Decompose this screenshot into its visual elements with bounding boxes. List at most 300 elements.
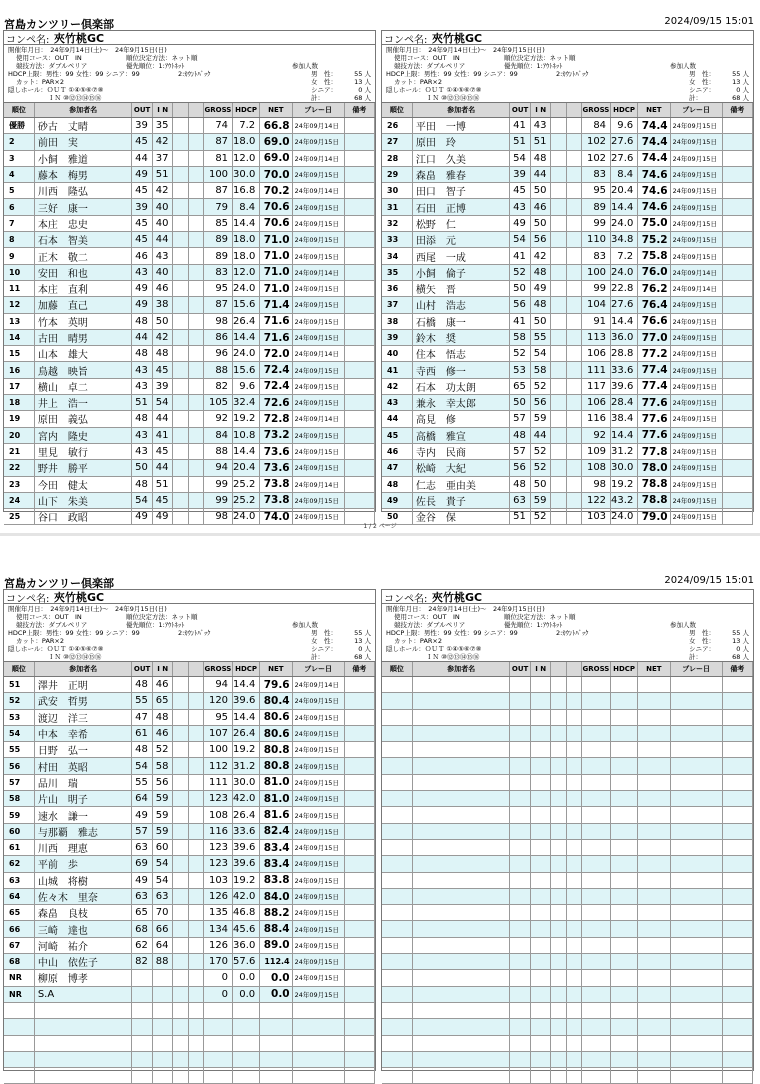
hdcp-cell: 43.2 xyxy=(611,492,638,508)
play-date-cell: 24年09月14日 xyxy=(292,677,344,693)
out-score-cell xyxy=(510,1002,531,1018)
out-score-cell xyxy=(510,856,531,872)
table-row xyxy=(4,329,375,345)
column-header xyxy=(188,662,203,677)
out-score-cell: 39 xyxy=(510,166,531,182)
table-row xyxy=(4,313,375,329)
hdcp-cell: 14.4 xyxy=(611,427,638,443)
player-name-cell: 住本 悟志 xyxy=(412,346,510,362)
hdcp-cell: 46.8 xyxy=(233,905,260,921)
count-value: 55 人 xyxy=(732,629,749,637)
rank-cell xyxy=(382,791,412,807)
print-page-2 xyxy=(0,573,760,1073)
play-date-cell: 24年09月15日 xyxy=(670,248,722,264)
column-header: I N xyxy=(530,662,551,677)
net-cell: 66.8 xyxy=(260,118,293,134)
out-score-cell: 56 xyxy=(510,297,531,313)
remarks-cell xyxy=(344,183,374,199)
results-table xyxy=(382,103,753,525)
in-score-cell: 59 xyxy=(152,791,173,807)
table-row xyxy=(382,725,753,741)
net-cell xyxy=(638,986,671,1002)
rank-cell: 64 xyxy=(4,888,34,904)
remarks-cell xyxy=(722,443,752,459)
player-name-cell: 小飼 雅道 xyxy=(34,150,132,166)
gross-cell xyxy=(581,937,610,953)
hdcp-cell: 28.8 xyxy=(611,346,638,362)
remarks-cell xyxy=(344,378,374,394)
rank-cell: 優勝 xyxy=(4,118,34,134)
rank-cell: 24 xyxy=(4,492,34,508)
gross-cell xyxy=(581,823,610,839)
rank-cell: 45 xyxy=(382,427,412,443)
blank-cell xyxy=(188,346,203,362)
blank-cell xyxy=(188,280,203,296)
remarks-cell xyxy=(344,758,374,774)
player-name-cell: 高見 修 xyxy=(412,411,510,427)
blank-cell xyxy=(566,1019,581,1035)
blank-cell xyxy=(566,411,581,427)
net-cell: 83.8 xyxy=(260,872,293,888)
in-score-cell: 52 xyxy=(530,509,551,525)
gross-cell: 74 xyxy=(203,118,232,134)
in-score-cell xyxy=(152,1068,173,1084)
column-header: 備考 xyxy=(344,103,374,118)
rank-cell: 5 xyxy=(4,183,34,199)
net-cell: 72.6 xyxy=(260,395,293,411)
net-cell xyxy=(638,839,671,855)
in-score-cell: 48 xyxy=(530,150,551,166)
rank-cell: 31 xyxy=(382,199,412,215)
hdcp-cell xyxy=(611,970,638,986)
player-name-cell: 田添 元 xyxy=(412,232,510,248)
blank-cell xyxy=(566,362,581,378)
hdcp-cell: 10.8 xyxy=(233,427,260,443)
table-row xyxy=(382,215,753,231)
gross-cell: 84 xyxy=(581,118,610,134)
rank-cell xyxy=(4,1035,34,1051)
rank-cell: 14 xyxy=(4,329,34,345)
rank-cell: 4 xyxy=(4,166,34,182)
in-score-cell: 54 xyxy=(152,872,173,888)
play-date-cell: 24年09月15日 xyxy=(670,313,722,329)
rank-cell: 34 xyxy=(382,248,412,264)
player-name-cell: 松野 仁 xyxy=(412,215,510,231)
blank-cell xyxy=(551,395,566,411)
leaderboard-panel xyxy=(3,30,376,525)
player-name-cell xyxy=(412,774,510,790)
rank-cell xyxy=(382,709,412,725)
player-name-cell: 寺内 民商 xyxy=(412,443,510,459)
out-score-cell: 69 xyxy=(132,856,153,872)
in-score-cell xyxy=(530,823,551,839)
player-name-cell xyxy=(412,905,510,921)
column-header: 参加者名 xyxy=(412,662,510,677)
blank-cell xyxy=(566,378,581,394)
blank-cell xyxy=(551,1019,566,1035)
rank-cell: 59 xyxy=(4,807,34,823)
play-date-cell: 24年09月15日 xyxy=(670,346,722,362)
blank-cell xyxy=(551,297,566,313)
blank-cell xyxy=(188,313,203,329)
rank-cell xyxy=(382,677,412,693)
hdcp-cell: 15.6 xyxy=(233,362,260,378)
player-name-cell: 田口 智子 xyxy=(412,183,510,199)
blank-cell xyxy=(173,693,188,709)
play-date-cell xyxy=(670,872,722,888)
blank-cell xyxy=(551,248,566,264)
table-row xyxy=(382,807,753,823)
in-score-cell: 51 xyxy=(530,134,551,150)
net-cell: 71.0 xyxy=(260,280,293,296)
gross-cell: 92 xyxy=(581,427,610,443)
play-date-cell xyxy=(670,823,722,839)
out-score-cell: 45 xyxy=(132,232,153,248)
out-score-cell: 55 xyxy=(132,774,153,790)
net-cell: 83.4 xyxy=(260,856,293,872)
player-name-cell: 寺西 修一 xyxy=(412,362,510,378)
player-name-cell: 森畠 良枝 xyxy=(34,905,132,921)
remarks-cell xyxy=(344,346,374,362)
hdcp-cell: 57.6 xyxy=(233,954,260,970)
column-header: HDCP xyxy=(611,662,638,677)
column-header: GROSS xyxy=(581,103,610,118)
cut-rule: カット：PAR×2 xyxy=(16,637,64,645)
hdcp-cell: 39.6 xyxy=(233,839,260,855)
gross-cell: 99 xyxy=(203,476,232,492)
in-score-cell xyxy=(530,1002,551,1018)
blank-cell xyxy=(566,248,581,264)
net-cell: 70.6 xyxy=(260,215,293,231)
gross-cell: 105 xyxy=(203,395,232,411)
event-dates: 開催年月日： 24年9月14日(土)～ 24年9月15日(日) xyxy=(386,605,545,613)
blank-cell xyxy=(551,677,566,693)
net-cell: 81.6 xyxy=(260,807,293,823)
blank-cell xyxy=(566,970,581,986)
play-date-cell: 24年09月15日 xyxy=(670,166,722,182)
table-row xyxy=(382,856,753,872)
player-name-cell xyxy=(412,888,510,904)
rank-method: 順位決定方法：ネット順 xyxy=(126,613,198,621)
out-score-cell: 45 xyxy=(510,183,531,199)
in-score-cell: 59 xyxy=(530,411,551,427)
count-value: 13 人 xyxy=(354,637,371,645)
play-date-cell: 24年09月15日 xyxy=(670,183,722,199)
blank-cell xyxy=(551,1002,566,1018)
blank-cell xyxy=(566,476,581,492)
rank-cell: 7 xyxy=(4,215,34,231)
player-name-cell: 山下 朱美 xyxy=(34,492,132,508)
remarks-cell xyxy=(344,1002,374,1018)
column-header xyxy=(173,662,188,677)
contest-method: 競技方法：ダブルペリア xyxy=(394,62,466,70)
blank-cell xyxy=(551,346,566,362)
gross-cell xyxy=(203,1002,232,1018)
out-score-cell xyxy=(510,954,531,970)
gross-cell: 82 xyxy=(203,378,232,394)
player-name-cell: 平田 一博 xyxy=(412,118,510,134)
cut-rule: カット：PAR×2 xyxy=(16,78,64,86)
blank-cell xyxy=(188,460,203,476)
gross-cell: 103 xyxy=(203,872,232,888)
net-cell: 77.8 xyxy=(638,443,671,459)
rank-cell: 56 xyxy=(4,758,34,774)
play-date-cell: 24年09月15日 xyxy=(670,509,722,525)
event-dates: 開催年月日： 24年9月14日(土)～ 24年9月15日(日) xyxy=(386,46,545,54)
player-name-cell: 森畠 雅春 xyxy=(412,166,510,182)
blank-cell xyxy=(566,118,581,134)
play-date-cell xyxy=(670,1035,722,1051)
count-label: シニア： xyxy=(311,86,337,94)
table-row xyxy=(4,411,375,427)
rank-cell: 30 xyxy=(382,183,412,199)
hdcp-cell xyxy=(611,1035,638,1051)
player-name-cell: 宮内 隆史 xyxy=(34,427,132,443)
net-cell: 80.4 xyxy=(260,693,293,709)
blank-cell xyxy=(173,888,188,904)
player-name-cell: 小飼 倫子 xyxy=(412,264,510,280)
blank-cell xyxy=(173,1002,188,1018)
play-date-cell xyxy=(670,725,722,741)
player-name-cell xyxy=(34,1019,132,1035)
rank-cell xyxy=(4,1068,34,1084)
gross-cell: 106 xyxy=(581,395,610,411)
play-date-cell: 24年09月15日 xyxy=(292,215,344,231)
play-date-cell xyxy=(292,1068,344,1084)
hdcp-cell: 33.6 xyxy=(611,362,638,378)
net-cell xyxy=(638,856,671,872)
count-value: 55 人 xyxy=(732,70,749,78)
in-score-cell xyxy=(530,758,551,774)
remarks-cell xyxy=(722,1051,752,1067)
gross-cell: 79 xyxy=(203,199,232,215)
remarks-cell xyxy=(344,460,374,476)
rank-cell xyxy=(382,839,412,855)
hdcp-cell: 34.8 xyxy=(611,232,638,248)
blank-cell xyxy=(173,150,188,166)
player-name-cell xyxy=(412,709,510,725)
net-cell: 70.2 xyxy=(260,183,293,199)
player-name-cell: 河崎 祐介 xyxy=(34,937,132,953)
blank-cell xyxy=(188,905,203,921)
out-score-cell: 41 xyxy=(510,118,531,134)
out-score-cell: 57 xyxy=(510,443,531,459)
blank-cell xyxy=(566,134,581,150)
blank-cell xyxy=(566,297,581,313)
table-row xyxy=(382,742,753,758)
in-score-cell: 59 xyxy=(152,807,173,823)
rank-cell: 51 xyxy=(4,677,34,693)
table-row xyxy=(382,199,753,215)
rank-cell: 29 xyxy=(382,166,412,182)
in-score-cell xyxy=(530,970,551,986)
blank-cell xyxy=(566,443,581,459)
table-row xyxy=(382,411,753,427)
blank-cell xyxy=(566,937,581,953)
net-cell: 81.0 xyxy=(260,774,293,790)
out-score-cell: 49 xyxy=(132,166,153,182)
column-header: GROSS xyxy=(203,103,232,118)
in-score-cell: 46 xyxy=(152,280,173,296)
in-score-cell xyxy=(152,986,173,1002)
blank-cell xyxy=(566,986,581,1002)
table-row xyxy=(382,970,753,986)
remarks-cell xyxy=(344,774,374,790)
blank-cell xyxy=(566,346,581,362)
remarks-cell xyxy=(344,443,374,459)
column-header: 参加者名 xyxy=(34,662,132,677)
club-name: 宮島カンツリー倶楽部 xyxy=(4,18,114,31)
blank-cell xyxy=(188,725,203,741)
net-cell xyxy=(638,921,671,937)
competition-bar xyxy=(4,31,375,45)
play-date-cell: 24年09月15日 xyxy=(292,232,344,248)
net-cell: 77.6 xyxy=(638,395,671,411)
in-score-cell: 66 xyxy=(152,921,173,937)
net-cell: 71.4 xyxy=(260,297,293,313)
gross-cell: 100 xyxy=(203,166,232,182)
play-date-cell: 24年09月15日 xyxy=(292,443,344,459)
blank-cell xyxy=(188,677,203,693)
blank-cell xyxy=(566,1035,581,1051)
blank-cell xyxy=(173,280,188,296)
hdcp-cell: 18.0 xyxy=(233,232,260,248)
competition-label: コンペ名: xyxy=(6,35,50,46)
play-date-cell xyxy=(670,1068,722,1084)
blank-cell xyxy=(551,134,566,150)
gross-cell xyxy=(581,872,610,888)
blank-cell xyxy=(566,872,581,888)
remarks-cell xyxy=(722,118,752,134)
gross-cell: 123 xyxy=(203,839,232,855)
remarks-cell xyxy=(344,742,374,758)
competition-bar xyxy=(382,31,753,45)
in-score-cell: 59 xyxy=(530,492,551,508)
table-row xyxy=(4,443,375,459)
table-row xyxy=(382,443,753,459)
table-row xyxy=(4,774,375,790)
table-row xyxy=(4,970,375,986)
hdcp-cell: 19.2 xyxy=(611,476,638,492)
gross-cell xyxy=(581,1068,610,1084)
blank-cell xyxy=(173,872,188,888)
gross-cell: 100 xyxy=(581,264,610,280)
player-name-cell xyxy=(412,807,510,823)
hdcp-cell: 30.0 xyxy=(611,460,638,476)
gross-cell: 83 xyxy=(581,166,610,182)
in-score-cell xyxy=(530,742,551,758)
table-row xyxy=(4,248,375,264)
remarks-cell xyxy=(722,791,752,807)
net-cell xyxy=(638,1068,671,1084)
in-score-cell: 44 xyxy=(152,411,173,427)
hdcp-cell: 38.4 xyxy=(611,411,638,427)
player-name-cell: 横矢 晋 xyxy=(412,280,510,296)
blank-cell xyxy=(551,791,566,807)
blank-cell xyxy=(173,856,188,872)
in-score-cell xyxy=(152,1051,173,1067)
blank-cell xyxy=(188,427,203,443)
play-date-cell: 24年09月15日 xyxy=(292,872,344,888)
out-score-cell: 48 xyxy=(132,313,153,329)
blank-cell xyxy=(566,492,581,508)
remarks-cell xyxy=(722,150,752,166)
net-cell xyxy=(638,1019,671,1035)
blank-cell xyxy=(566,329,581,345)
blank-cell xyxy=(551,427,566,443)
net-cell xyxy=(638,970,671,986)
net-cell: 74.6 xyxy=(638,183,671,199)
remarks-cell xyxy=(344,492,374,508)
in-score-cell xyxy=(530,709,551,725)
column-header: 備考 xyxy=(344,662,374,677)
hdcp-cell: 16.8 xyxy=(233,183,260,199)
out-score-cell: 44 xyxy=(132,150,153,166)
participants-title: 参加人数 xyxy=(292,62,318,70)
gross-cell: 94 xyxy=(203,460,232,476)
in-score-cell: 54 xyxy=(530,346,551,362)
gross-cell: 95 xyxy=(203,280,232,296)
net-cell: 75.8 xyxy=(638,248,671,264)
hdcp-cell xyxy=(611,677,638,693)
player-name-cell xyxy=(412,677,510,693)
player-name-cell: 与那覇 雅志 xyxy=(34,823,132,839)
net-cell: 84.0 xyxy=(260,888,293,904)
gross-cell: 112 xyxy=(203,758,232,774)
rank-cell xyxy=(382,954,412,970)
in-score-cell: 52 xyxy=(530,378,551,394)
in-score-cell: 40 xyxy=(152,264,173,280)
blank-cell xyxy=(173,183,188,199)
out-score-cell: 48 xyxy=(132,411,153,427)
rank-cell: 12 xyxy=(4,297,34,313)
in-score-cell: 46 xyxy=(152,725,173,741)
rank-cell xyxy=(382,970,412,986)
rank-cell xyxy=(382,888,412,904)
tie-priority: 優先順位：1:ｱｳﾄﾈｯﾄ xyxy=(504,621,563,629)
blank-cell xyxy=(188,970,203,986)
blank-cell xyxy=(551,807,566,823)
in-score-cell xyxy=(530,954,551,970)
blank-cell xyxy=(173,492,188,508)
blank-cell xyxy=(173,199,188,215)
play-date-cell: 24年09月14日 xyxy=(292,411,344,427)
gross-cell xyxy=(581,742,610,758)
play-date-cell: 24年09月15日 xyxy=(670,199,722,215)
remarks-cell xyxy=(722,774,752,790)
player-name-cell: 山村 浩志 xyxy=(412,297,510,313)
gross-cell: 95 xyxy=(581,183,610,199)
in-score-cell: 50 xyxy=(530,313,551,329)
hdcp-cell xyxy=(611,807,638,823)
blank-cell xyxy=(173,427,188,443)
in-score-cell xyxy=(152,1019,173,1035)
table-row xyxy=(4,921,375,937)
rank-cell xyxy=(382,1019,412,1035)
table-row xyxy=(382,823,753,839)
blank-cell xyxy=(551,872,566,888)
out-score-cell xyxy=(132,1051,153,1067)
in-score-cell: 60 xyxy=(152,839,173,855)
column-header: GROSS xyxy=(203,662,232,677)
column-header: 順位 xyxy=(4,103,34,118)
rank-cell xyxy=(4,1051,34,1067)
hdcp-cell: 20.4 xyxy=(611,183,638,199)
remarks-cell xyxy=(722,264,752,280)
play-date-cell: 24年09月14日 xyxy=(292,264,344,280)
column-header xyxy=(551,662,566,677)
in-score-cell xyxy=(530,725,551,741)
